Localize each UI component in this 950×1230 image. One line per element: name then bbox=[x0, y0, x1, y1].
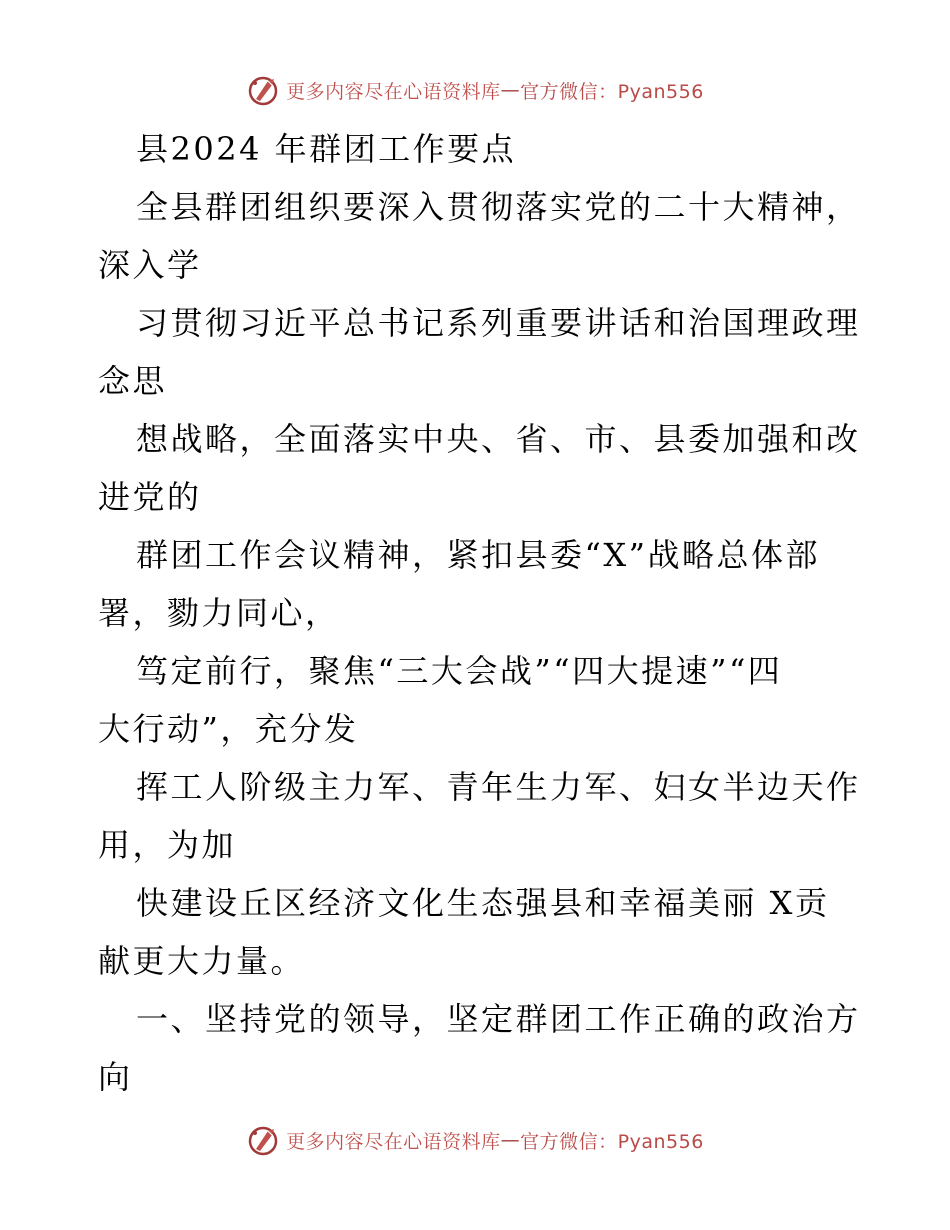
section-heading-line: 一、坚持党的领导，坚定群团工作正确的政治方 bbox=[136, 1000, 861, 1038]
paragraph-line: 进党的 bbox=[98, 478, 202, 516]
watermark-wechat-text: 官方微信：Pyan556 bbox=[520, 80, 704, 103]
paragraph-line: 习贯彻习近平总书记系列重要讲话和治国理政理 bbox=[136, 304, 861, 342]
paragraph-line: 献更大力量。 bbox=[98, 942, 306, 980]
watermark-wechat-text: 官方微信：Pyan556 bbox=[520, 1130, 704, 1153]
footer-watermark bbox=[0, 1120, 950, 1160]
watermark-site-text: 更多内容尽在心语资料库 bbox=[286, 1130, 501, 1153]
paragraph-line: 想战略，全面落实中央、省、市、县委加强和改 bbox=[136, 420, 861, 458]
paragraph-line: 深入学 bbox=[98, 246, 202, 284]
paragraph-line: 全县群团组织要深入贯彻落实党的二十大精神， bbox=[136, 188, 861, 226]
watermark-dash: — bbox=[500, 79, 521, 101]
paragraph-line: 用，为加 bbox=[98, 826, 237, 864]
header-watermark bbox=[0, 70, 950, 110]
paragraph-line: 群团工作会议精神，紧扣县委“X”战略总体部 bbox=[136, 536, 821, 574]
pen-nib-logo-icon bbox=[246, 73, 282, 107]
document-body bbox=[98, 120, 861, 1106]
paragraph-line: 挥工人阶级主力军、青年生力军、妇女半边天作 bbox=[136, 768, 861, 806]
paragraph-line: 笃定前行，聚焦“三大会战”“四大提速”“四 bbox=[136, 652, 783, 690]
watermark-dash: — bbox=[500, 1129, 521, 1151]
pen-nib-logo-icon bbox=[246, 1123, 282, 1157]
document-title: 县2024 年群团工作要点 bbox=[136, 130, 517, 168]
section-heading-line: 向 bbox=[98, 1058, 133, 1096]
paragraph-line: 快建设丘区经济文化生态强县和幸福美丽 X贡 bbox=[136, 884, 830, 922]
watermark-site-text: 更多内容尽在心语资料库 bbox=[286, 80, 501, 103]
paragraph-line: 念思 bbox=[98, 362, 168, 400]
paragraph-line: 署，勠力同心， bbox=[98, 594, 340, 632]
paragraph-line: 大行动”，充分发 bbox=[98, 710, 359, 748]
